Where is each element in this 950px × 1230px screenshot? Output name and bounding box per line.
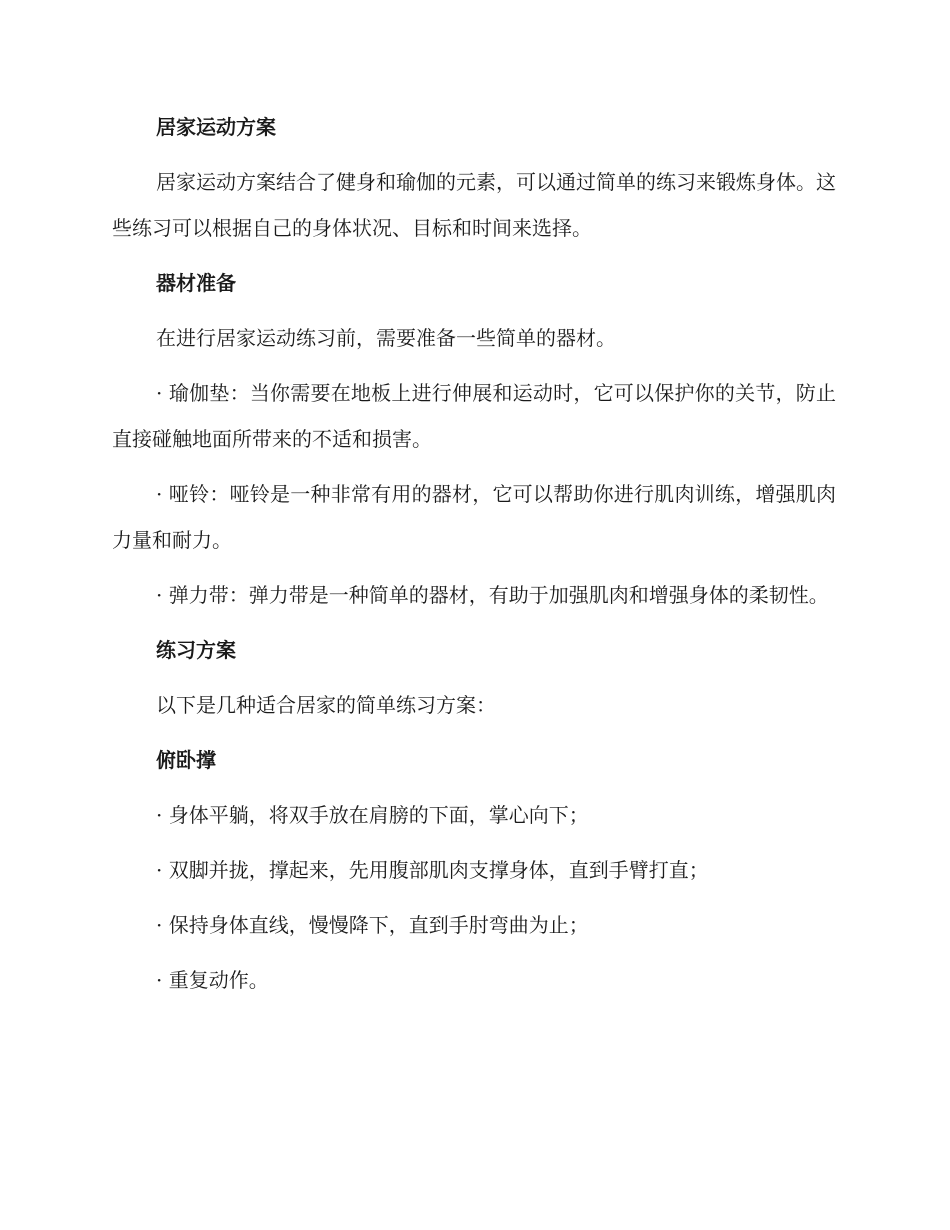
pushup-heading: 俯卧撑: [156, 748, 216, 772]
pushup-step: · 身体平躺，将双手放在肩膀的下面，掌心向下；: [156, 803, 589, 827]
equipment-intro: 在进行居家运动练习前，需要准备一些简单的器材。: [156, 326, 616, 350]
document-page: [112, 104, 836, 1003]
exercise-intro: 以下是几种适合居家的简单练习方案：: [156, 693, 496, 717]
exercise-heading: 练习方案: [156, 638, 236, 662]
equipment-heading: 器材准备: [156, 271, 236, 295]
intro-paragraph: 居家运动方案结合了健身和瑜伽的元素，可以通过简单的练习来锻炼身体。这些练习可以根据自己的身体状况、目标和时间来选择。: [112, 170, 836, 240]
equipment-item-yoga-mat: · 瑜伽垫：当你需要在地板上进行伸展和运动时，它可以保护你的关节，防止直接碰触地面所带来的不适和损害。: [112, 381, 836, 451]
pushup-step: · 保持身体直线，慢慢降下，直到手肘弯曲为止；: [156, 913, 589, 937]
pushup-step: · 重复动作。: [156, 968, 269, 992]
document-title: 居家运动方案: [156, 115, 276, 139]
equipment-item-resistance-band: · 弹力带：弹力带是一种简单的器材，有助于加强肌肉和增强身体的柔韧性。: [156, 583, 829, 607]
equipment-item-dumbbell: · 哑铃：哑铃是一种非常有用的器材，它可以帮助你进行肌肉训练，增强肌肉力量和耐力。: [112, 482, 836, 552]
pushup-step: · 双脚并拢，撑起来，先用腹部肌肉支撑身体，直到手臂打直；: [156, 858, 709, 882]
